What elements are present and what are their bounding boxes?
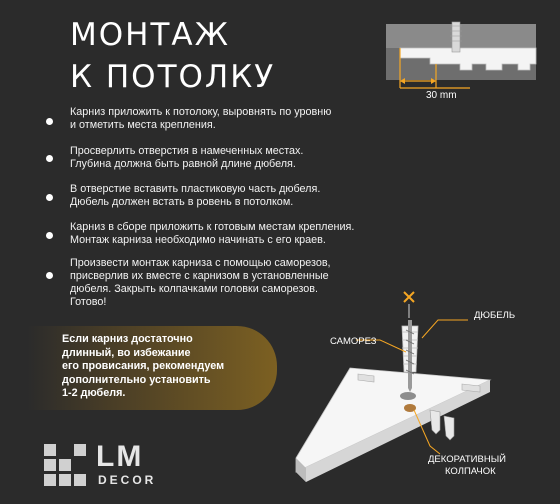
step-4 (70, 221, 415, 247)
screw-icon (408, 320, 412, 392)
bullet-icon (46, 118, 53, 125)
step-text: Глубина должна быть равной длине дюбеля. (70, 158, 296, 170)
note-line: его провисания, рекомендуем (62, 360, 225, 372)
screw-icon (452, 22, 460, 52)
title-line-1: МОНТАЖ (70, 17, 230, 53)
step-text: Карниз приложить к потолоку, выровнять по уровню (70, 106, 332, 118)
step-text: и отметить места крепления. (70, 119, 216, 131)
bullet-icon (46, 155, 53, 162)
step-text: Просверлить отверстия в намеченных местах. (70, 145, 304, 157)
bullet-icon (46, 232, 53, 239)
label-dowel: ДЮБЕЛЬ (474, 310, 516, 321)
title-line-2: К ПОТОЛКУ (70, 59, 276, 95)
logo-mark-icon (44, 444, 88, 488)
runner-hook-icon (444, 416, 454, 440)
step-text: Готово! (70, 296, 107, 308)
dimension-label: 30 mm (426, 90, 457, 101)
logo-sub-text: DECOR (98, 473, 157, 487)
note-text (62, 333, 224, 401)
runner-hook-icon (430, 410, 440, 434)
step-text: В отверстие вставить пластиковую часть дюбеля. (70, 183, 321, 195)
note-line: длинный, во избежание (62, 346, 191, 359)
step-text: Произвести монтаж карниза с помощью саморезов, (70, 257, 331, 269)
step-3 (70, 183, 415, 209)
logo-brand-text: LM (96, 440, 144, 473)
step-2 (70, 145, 415, 171)
note-line: 1-2 дюбеля. (62, 387, 126, 399)
step-text: Монтаж карниза необходимо начинать с его краев. (70, 234, 326, 246)
label-cap-line-2: КОЛПАЧОК (445, 466, 496, 477)
label-screw: САМОРЕЗ (330, 336, 377, 347)
brand-logo (44, 440, 157, 488)
mounting-hole (400, 392, 416, 400)
bullet-icon (46, 272, 53, 279)
step-text: Дюбель должен встать в ровень в потолком. (70, 196, 294, 208)
step-1 (70, 106, 415, 132)
bullet-icon (46, 194, 53, 201)
label-cap-line-1: ДЕКОРАТИВНЫЙ (428, 454, 506, 465)
note-line: Если карниз достаточно (62, 333, 193, 345)
step-text: Карниз в сборе приложить к готовым местам крепления. (70, 221, 355, 233)
cross-mark-icon (404, 292, 414, 302)
step-text: дюбеля. Закрыть колпачками головки саморезов. (70, 283, 318, 295)
callout-line-dowel (422, 320, 468, 338)
step-text: присверлив их вместе с карнизом в установленные (70, 270, 329, 282)
note-line: дополнительно установить (62, 373, 211, 386)
ceiling-profile-diagram (380, 18, 540, 103)
